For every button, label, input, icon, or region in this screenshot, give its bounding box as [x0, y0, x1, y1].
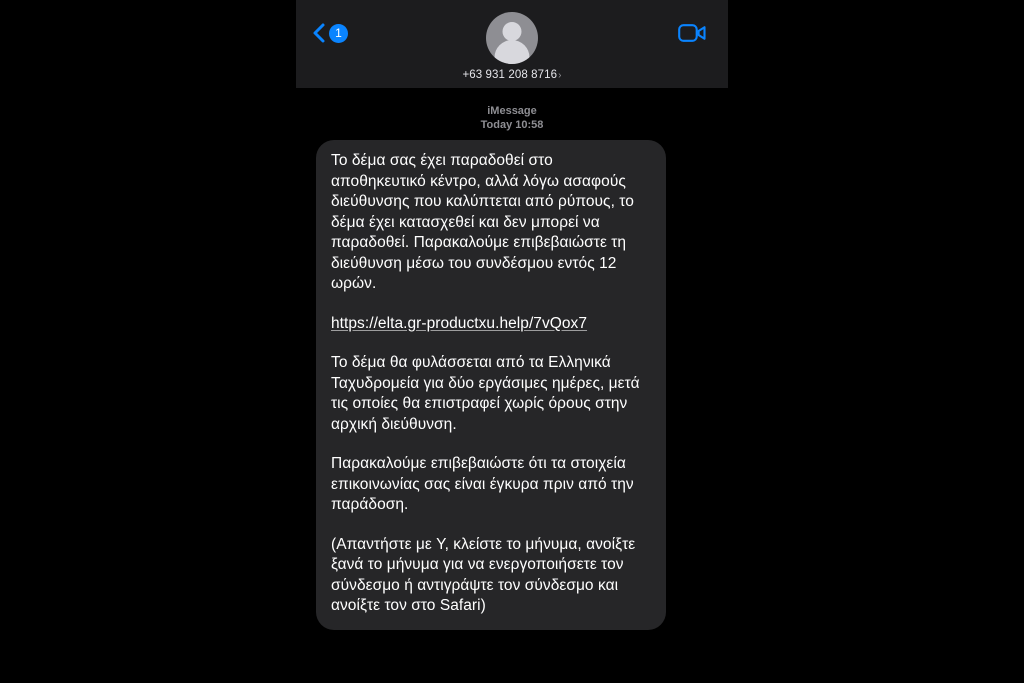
phishing-link[interactable]: https://elta.gr-productxu.help/7vQox7: [331, 314, 588, 332]
date-label: Today 10:58: [480, 119, 544, 131]
message-paragraph-1: Το δέμα σας έχει παραδοθεί στο αποθηκευτικό κέντρο, αλλά λόγω ασαφούς διεύθυνσης που καλύπτεται από ρύπους, το δέμα έχει κατασχεθεί και δεν μπορεί να παραδοθεί. Παρακαλούμε επιβεβαιώστε τη διεύθυνση μέσω του συνδέσμου εντός 12 ωρών.: [331, 152, 634, 292]
contact-header[interactable]: [422, 12, 602, 81]
message-thread[interactable]: [296, 104, 728, 630]
phone-screen: [296, 0, 728, 683]
message-link-line: [331, 314, 651, 335]
service-label: iMessage: [487, 105, 537, 117]
message-paragraph-2: Το δέμα θα φυλάσσεται από τα Ελληνικά Ταχυδρομεία για δύο εργάσιμες ημέρες, μετά τις οποίες θα επιστραφεί χωρίς όρους στην αρχική διεύθυνση.: [331, 354, 640, 433]
avatar-body: [495, 40, 530, 64]
contact-name[interactable]: [422, 69, 602, 81]
contact-number-text: +63 931 208 8716: [462, 69, 558, 81]
chevron-left-icon[interactable]: [312, 22, 326, 44]
message-paragraph-3: Παρακαλούμε επιβεβαιώστε ότι τα στοιχεία επικοινωνίας σας είναι έγκυρα πριν από την παράδοση.: [331, 455, 634, 513]
message-row: [296, 132, 728, 630]
avatar-head: [503, 22, 522, 41]
person-avatar-icon[interactable]: [486, 12, 538, 64]
unread-count-badge[interactable]: 1: [329, 24, 348, 43]
chevron-right-icon: ›: [558, 70, 562, 81]
messages-navbar: [296, 0, 728, 88]
message-paragraph-4: (Απαντήστε με Y, κλείστε το μήνυμα, ανοίξτε ξανά το μήνυμα για να ενεργοποιήσετε τον σύνδεσμο ή αντιγράψτε τον σύνδεσμο και ανοίξτε τον στο Safari): [331, 535, 636, 614]
back-button[interactable]: [312, 22, 348, 44]
video-camera-icon[interactable]: [678, 24, 706, 42]
thread-timestamp: [296, 104, 728, 132]
message-bubble-incoming[interactable]: [316, 140, 666, 630]
